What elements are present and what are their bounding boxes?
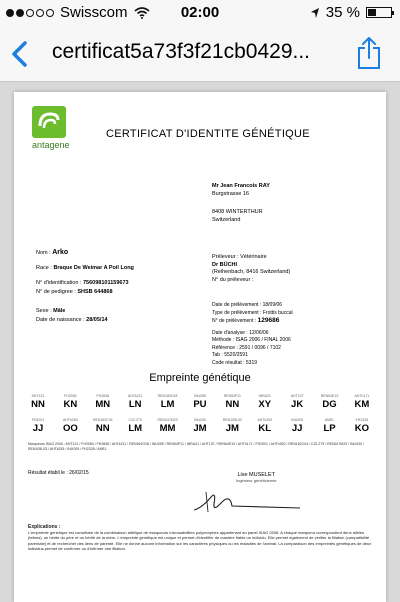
marker-value: MM bbox=[159, 423, 176, 434]
sex-value: Mâle bbox=[53, 308, 66, 314]
analysis-date: Date d'analyse : 12/06/06 bbox=[212, 329, 269, 336]
owner-street: Burgstrasse 16 bbox=[212, 191, 249, 197]
marker-value: KL bbox=[258, 423, 272, 434]
status-bar bbox=[0, 0, 400, 26]
sample-details bbox=[212, 302, 293, 367]
battery-icon bbox=[366, 7, 392, 18]
marker-label: AHTk211 bbox=[128, 394, 143, 398]
pedigree-value: SHSB 644868 bbox=[77, 289, 113, 295]
vet-details bbox=[212, 254, 290, 284]
marker-value: JK bbox=[291, 399, 304, 410]
marker-cell bbox=[121, 394, 149, 410]
carrier-name: Swisscom bbox=[60, 4, 128, 21]
marker-value: KN bbox=[63, 399, 78, 410]
share-icon[interactable] bbox=[356, 36, 382, 70]
navigation-bar bbox=[0, 26, 400, 82]
marker-label: INRA21 bbox=[258, 394, 271, 398]
antagene-logo-icon bbox=[32, 106, 66, 138]
explanations bbox=[28, 524, 372, 551]
marker-value: LP bbox=[323, 423, 336, 434]
marker-value: LM bbox=[128, 423, 143, 434]
marker-cell bbox=[316, 418, 344, 434]
marker-label: AHT121 bbox=[31, 394, 45, 398]
location-arrow-icon bbox=[310, 7, 320, 19]
marker-value: KM bbox=[354, 399, 370, 410]
marker-cell bbox=[316, 394, 344, 410]
id-label: N° d'identification : bbox=[36, 280, 82, 286]
pedigree-label: N° de pedigree : bbox=[36, 289, 76, 295]
section-title: Empreinte génétique bbox=[149, 372, 251, 384]
marker-value: NN bbox=[95, 423, 110, 434]
explanations-title: Explications : bbox=[28, 524, 61, 530]
marker-label: FH2848 bbox=[96, 394, 109, 398]
birth-value: 28/05/14 bbox=[86, 317, 108, 323]
marker-cell bbox=[56, 418, 84, 434]
vet-name: Dr BÜCHI bbox=[212, 261, 238, 268]
marker-cell bbox=[24, 418, 52, 434]
marker-label: REN105L03 bbox=[222, 418, 242, 422]
certificate-document[interactable] bbox=[14, 92, 386, 602]
marker-cell bbox=[154, 394, 182, 410]
marker-cell bbox=[348, 394, 376, 410]
marker-label: REN169O18 bbox=[157, 394, 178, 398]
animal-name-label: Nom : bbox=[36, 250, 51, 256]
analysis-method: Méthode : ISAG 2006 / FINAL 2006 bbox=[212, 337, 291, 343]
analysis-reference: Référence : 2591 / 0096 / 7102 bbox=[212, 344, 281, 351]
marker-value: LM bbox=[160, 399, 175, 410]
breed-value: Braque De Weimar A Poil Long bbox=[53, 265, 134, 271]
marker-cell bbox=[24, 394, 52, 410]
sample-type: Type de prélèvement : Frottis buccal bbox=[212, 309, 293, 316]
marker-cell bbox=[154, 418, 182, 434]
marker-cell bbox=[56, 394, 84, 410]
marker-row-1 bbox=[24, 394, 376, 410]
sample-number: 129686 bbox=[257, 317, 280, 324]
owner-address bbox=[212, 182, 270, 224]
status-time: 02:00 bbox=[180, 4, 220, 21]
marker-cell bbox=[283, 394, 311, 410]
marker-label: INU030 bbox=[194, 418, 206, 422]
marker-label: AHTk253 bbox=[257, 418, 273, 422]
marker-value: JJ bbox=[32, 423, 44, 434]
marker-label: INU055 bbox=[194, 394, 206, 398]
battery-fill bbox=[368, 9, 376, 16]
birth-label: Date de naissance : bbox=[36, 317, 85, 323]
breed-label: Race : bbox=[36, 265, 52, 271]
animal-details bbox=[36, 248, 134, 325]
chevron-left-icon[interactable] bbox=[8, 40, 32, 68]
marker-value: NN bbox=[225, 399, 240, 410]
marker-cell bbox=[89, 394, 117, 410]
marker-value: DG bbox=[322, 399, 337, 410]
marker-label: REN247M23 bbox=[157, 418, 178, 422]
marker-label: AHTh171 bbox=[354, 394, 370, 398]
vet-line: Préleveur : Vétérinaire bbox=[212, 254, 267, 260]
marker-value: NN bbox=[31, 399, 45, 410]
vet-line: N° du préleveur : bbox=[212, 276, 254, 283]
marker-cell bbox=[348, 418, 376, 434]
marker-label: FH2001 bbox=[31, 418, 45, 422]
id-value: 756098101159673 bbox=[82, 280, 129, 286]
signer-role: Ingénieur généticienne bbox=[236, 478, 277, 483]
marker-cell bbox=[89, 418, 117, 434]
animal-name: Arko bbox=[52, 249, 69, 256]
markers-fineprint: Marqueurs ISAG 2006 : AHT121 / FH2054 / FH2848 / AHTk211 / REN169O18 / INU055 / REN54P11 / INRA21 / AHT137 / REN64E19 / AHTh171 / FH2001 / AHTh260 / REN162C04 / C22.279 / REN247M23 / INU030 / REN105L03 / AHTk253 / INU005 / FH2328 / AMEL bbox=[28, 442, 364, 451]
marker-label: C22.279 bbox=[128, 418, 142, 422]
owner-city: 8408 WINTERTHUR bbox=[212, 209, 263, 215]
marker-label: INU005 bbox=[291, 418, 304, 422]
battery-percent: 35 % bbox=[325, 4, 360, 21]
marker-row-2 bbox=[24, 418, 376, 434]
marker-value: JJ bbox=[291, 423, 303, 434]
marker-value: OO bbox=[63, 423, 78, 434]
owner-country: Switzerland bbox=[212, 217, 241, 223]
marker-cell bbox=[251, 394, 279, 410]
marker-value: KO bbox=[354, 423, 370, 434]
explanations-text: L'empreinte génétique est constituée de la combinaison allélique de marqueurs microsatellites polymorphes appartenant au panel ISAG 2006. A chaque marqueur correspondent deux allèles (lettres), un hérité du père et un hérité de la mère. L'empreinte génétique est unique et permet d'identifier de manière fiable un individu. Elle permet également de vérifier la filiation (compatibilité parentale) et de rechercher des liens de parenté. Elle ne donne aucune information sur les caractères physiques ou les maladies de l'animal. La comparaison des empreintes génétiques de deux individus permet de confirmer ou d'infirmer une filiation. bbox=[28, 530, 372, 551]
marker-label: AHTh260 bbox=[62, 418, 78, 422]
marker-value: MN bbox=[95, 399, 111, 410]
sex-label: Sexe : bbox=[36, 308, 52, 314]
marker-label: AMEL bbox=[324, 418, 335, 422]
marker-cell bbox=[186, 418, 214, 434]
logo bbox=[32, 106, 72, 154]
marker-cell bbox=[186, 394, 214, 410]
marker-value: JM bbox=[225, 423, 239, 434]
marker-cell bbox=[283, 418, 311, 434]
marker-cell bbox=[251, 418, 279, 434]
marker-cell bbox=[218, 394, 246, 410]
document-title: certificat5a73f3f21cb0429... bbox=[52, 40, 311, 63]
marker-label: REN162C04 bbox=[92, 418, 113, 422]
marker-label: REN54P11 bbox=[223, 394, 241, 398]
marker-value: LN bbox=[128, 399, 142, 410]
sample-date: Date de prélèvement : 18/09/06 bbox=[212, 302, 283, 308]
result-date: Résultat établi le : 26/02/15 bbox=[28, 470, 89, 476]
owner-name: Mr Jean Francois RAY bbox=[212, 183, 270, 189]
marker-value: XY bbox=[258, 399, 272, 410]
marker-cell bbox=[218, 418, 246, 434]
marker-label: FH2054 bbox=[64, 394, 77, 398]
certificate-title: CERTIFICAT D'IDENTITE GÉNÉTIQUE bbox=[106, 128, 310, 140]
marker-cell bbox=[121, 418, 149, 434]
signer-block bbox=[236, 472, 276, 483]
marker-label: FH2328 bbox=[355, 418, 369, 422]
marker-label: AHT137 bbox=[290, 394, 304, 398]
signature-icon bbox=[192, 490, 302, 514]
result-code: Code résultat : 5319 bbox=[212, 359, 258, 366]
marker-label: REN64E19 bbox=[320, 394, 339, 398]
analysis-tab: Tab : 5520/2591 bbox=[212, 352, 248, 358]
marker-value: JM bbox=[193, 423, 207, 434]
marker-value: PU bbox=[193, 399, 207, 410]
signer-name: Lise MUSELET bbox=[237, 472, 276, 478]
logo-text: antagene bbox=[32, 140, 70, 150]
sample-number-label: N° de prélèvement : bbox=[212, 318, 257, 324]
vet-line: (Reihenbach, 8416 Switzerland) bbox=[212, 269, 291, 275]
